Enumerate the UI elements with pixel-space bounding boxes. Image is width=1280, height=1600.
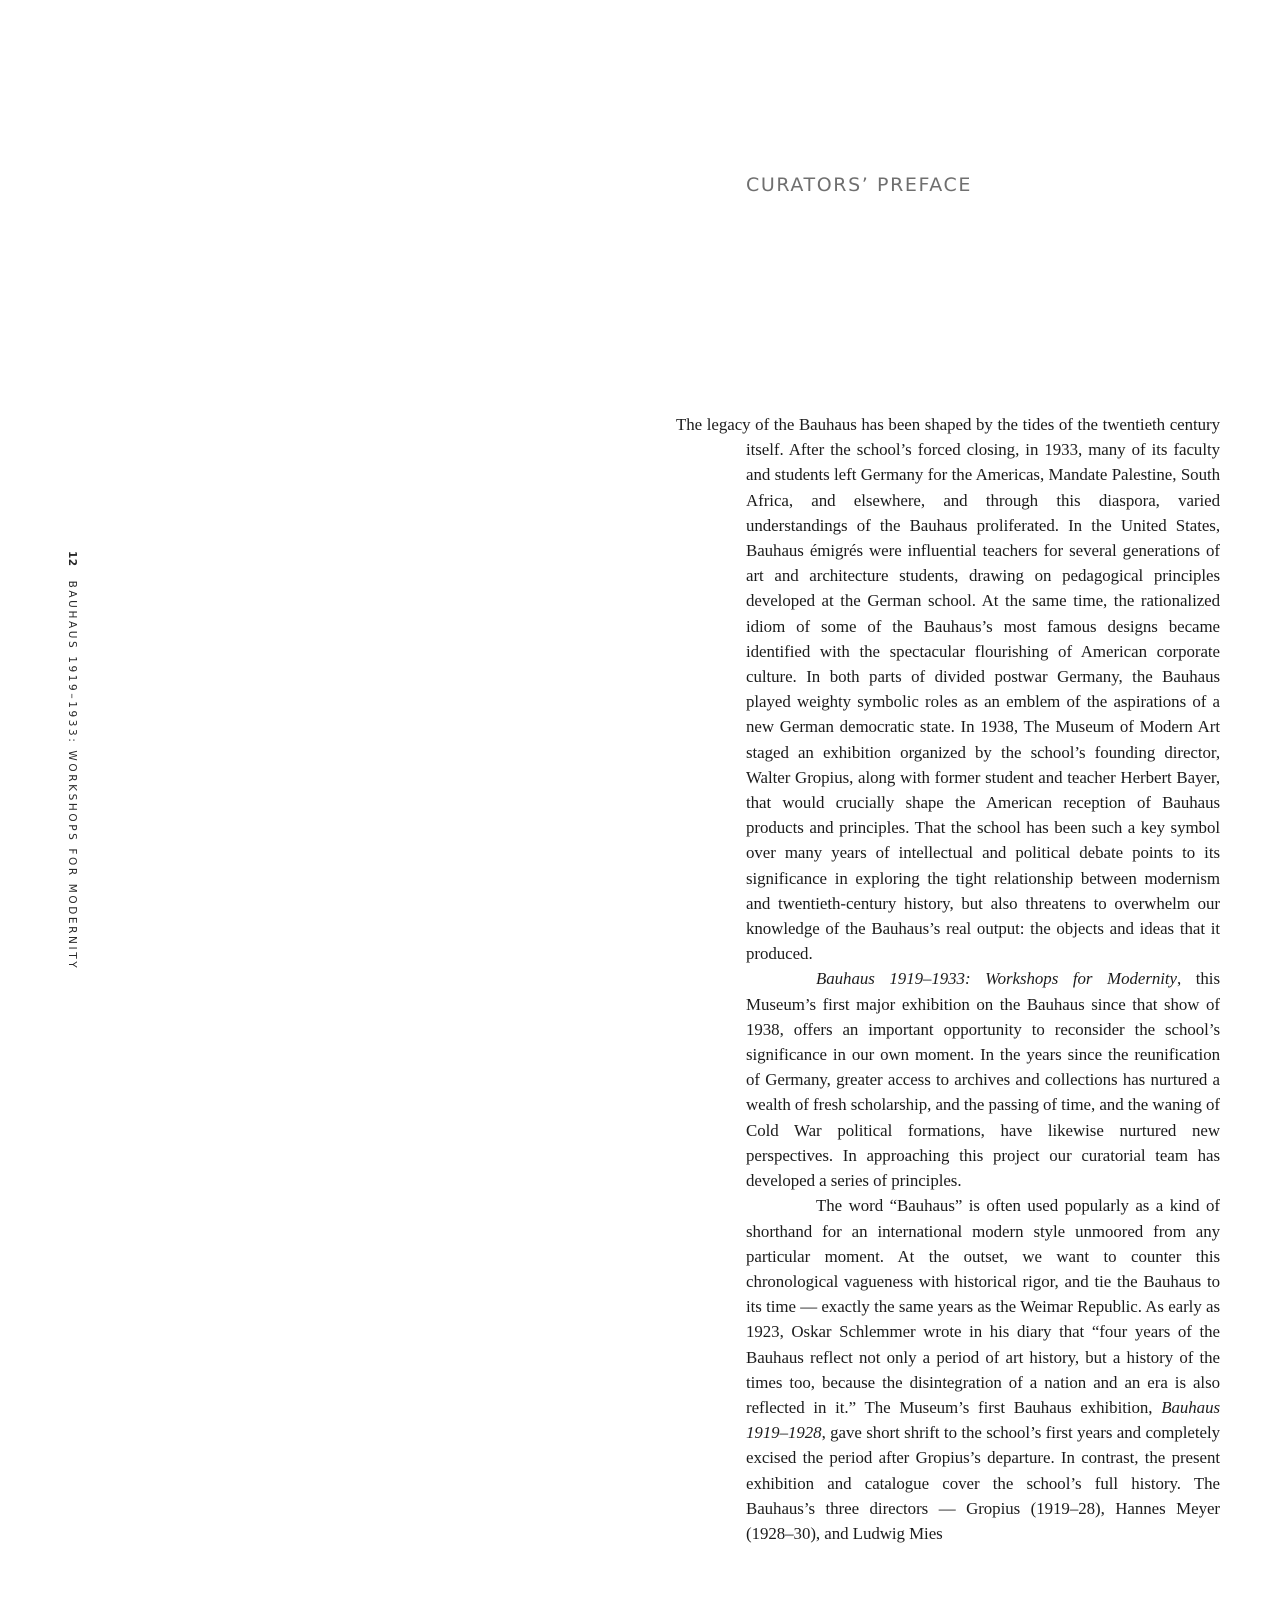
section-heading: CURATORS’ PREFACE bbox=[746, 174, 973, 196]
body-text bbox=[676, 412, 1220, 1546]
earlier-exhibition-title: Bauhaus 1919–1928 bbox=[746, 1397, 1220, 1443]
page-number: 12 bbox=[66, 551, 78, 567]
paragraph-2 bbox=[746, 966, 1220, 1193]
exhibition-title: Bauhaus 1919–1933: Workshops for Modernity bbox=[816, 969, 1177, 989]
paragraph-1 bbox=[676, 412, 1220, 966]
paragraph-3 bbox=[746, 1193, 1220, 1546]
running-head-title: BAUHAUS 1919–1933: WORKSHOPS FOR MODERNITY bbox=[66, 580, 78, 971]
paragraph-2-text: , this Museum’s first major exhibition on the Bauhaus since that show of 1938, offers an important opportunity to reconsider the school’s significance in our own moment. In the years since the reunification of Germany, greater access to archives and collections has nurtured a wealth of fresh scholarship, and the passing of time, and the waning of Cold War political formations, have likewise nurtured new perspectives. In approaching this project our curatorial team has developed a series of principles. bbox=[746, 969, 1220, 1191]
paragraph-3-text-a: The word “Bauhaus” is often used popularly as a kind of shorthand for an international modern style unmoored from any particular moment. At the outset, we want to counter this chronological vagueness with historical rigor, and tie the Bauhaus to its time — exactly the same years as the Weimar Republic. As early as 1923, Oskar Schlemmer wrote in his diary that “four years of the Bauhaus reflect not only a period of art history, but a history of the times too, because the disintegration of a nation and an era is also reflected in it.” The Museum’s first Bauhaus exhibition, bbox=[746, 1196, 1220, 1417]
paragraph-1-text: The legacy of the Bauhaus has been shaped by the tides of the twentieth century itself. After the school’s forced closing, in 1933, many of its faculty and students left Germany for the Americas, Mandate Palestine, South Africa, and elsewhere, and through this diaspora, varied understandings of the Bauhaus proliferated. In the United States, Bauhaus émigrés were influential teachers for several generations of art and architecture students, drawing on pedagogical principles developed at the German school. At the same time, the rationalized idiom of some of the Bauhaus’s most famous designs became identified with the spectacular flourishing of American corporate culture. In both parts of divided postwar Germany, the Bauhaus played weighty symbolic roles as an emblem of the aspirations of a new German democratic state. In 1938, The Museum of Modern Art staged an exhibition organized by the school’s founding director, Walter Gropius, along with former student and teacher Herbert Bayer, that would crucially shape the American reception of Bauhaus products and principles. That the school has been such a key symbol over many years of intellectual and political debate points to its significance in exploring the tight relationship between modernism and twentieth-century history, but also threatens to overwhelm our knowledge of the Bauhaus’s real output: the objects and ideas that it produced. bbox=[676, 415, 1220, 964]
paragraph-3-text-b: , gave short shrift to the school’s first years and completely excised the period after Gropius’s departure. In contrast, the present exhibition and catalogue cover the school’s full history. The Bauhaus’s three directors — Gropius (1919–28), Hannes Meyer (1928–30), and Ludwig Mies bbox=[746, 1423, 1220, 1543]
running-head bbox=[66, 551, 78, 970]
